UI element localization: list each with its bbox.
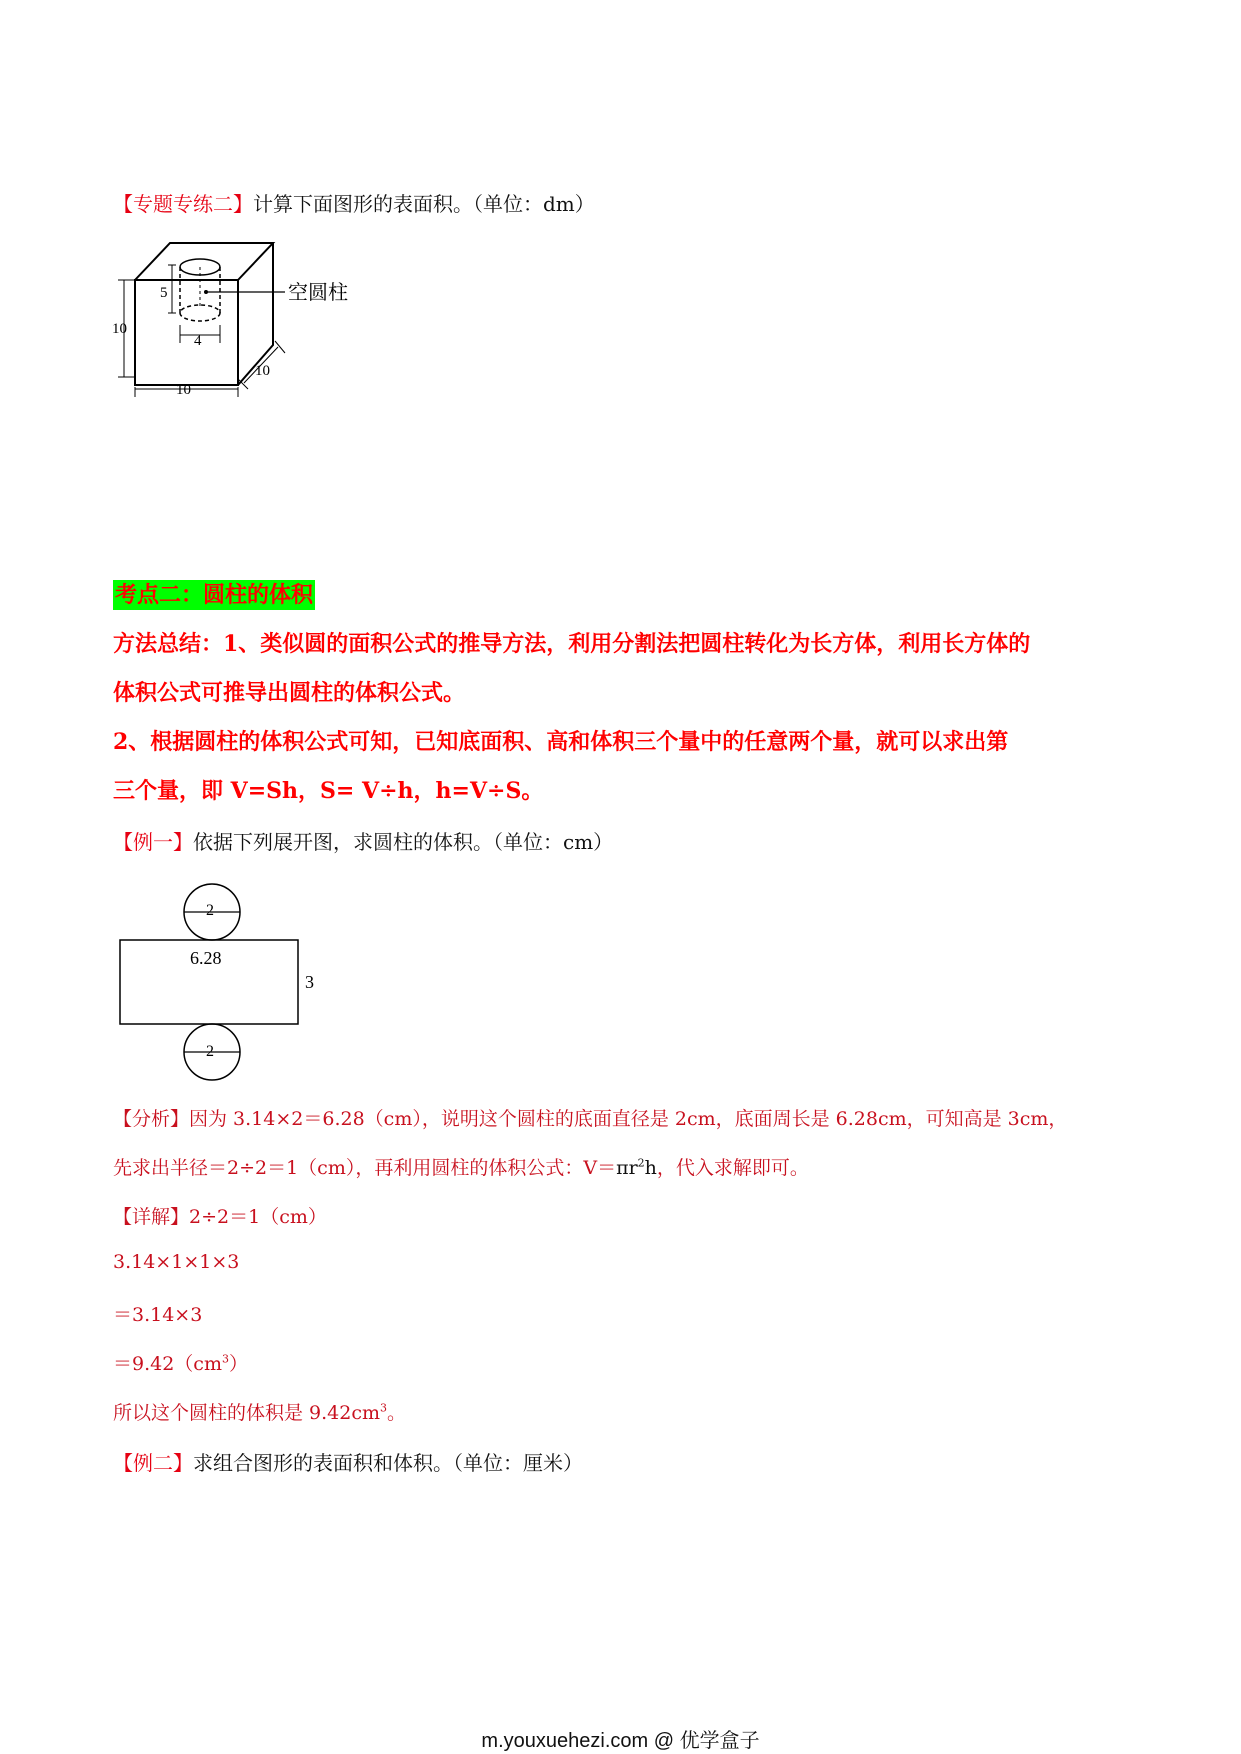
analysis-text-b-end: ，代入求解即可。 (656, 1157, 809, 1179)
section-title (113, 578, 315, 609)
practice-text: 计算下面图形的表面积。（单位：dm） (253, 192, 595, 216)
net-top-circle-label: 2 (206, 902, 214, 919)
cylinder-bottom-ellipse (180, 305, 220, 321)
example2-text: 求组合图形的表面积和体积。（单位：厘米） (193, 1451, 583, 1475)
example1-text: 依据下列展开图，求圆柱的体积。（单位：cm） (193, 830, 614, 854)
detail-step-4: $=9.42(cm^3)$ (113, 1352, 248, 1375)
analysis-line-b (113, 1153, 809, 1180)
method-line-2b: 三个量，即 V=Sh，S= V÷h，h=V÷S。 (113, 778, 544, 804)
dim-width-label: 10 (176, 382, 191, 398)
analysis-tag: 【分析】 (113, 1108, 190, 1130)
analysis-formula: $\pi r^2h$ (616, 1156, 657, 1179)
cube-cylinder-figure (110, 235, 390, 405)
example1-heading (113, 826, 613, 855)
net-rect-height-label: 3 (305, 972, 314, 992)
detail-step-3: ＝3.14×3 (113, 1304, 203, 1326)
analysis-text-a: 因为 3.14×2＝6.28（cm），说明这个圆柱的底面直径是 2cm，底面周长是 6.28cm，可知高是 3cm， (189, 1108, 1068, 1130)
conclusion: 所以这个圆柱的体积是 $9.42cm^3$。 (113, 1401, 407, 1424)
detail-step-1: 2÷2＝1（cm） (189, 1206, 327, 1228)
analysis-line-a (113, 1104, 1067, 1131)
practice-tag: 【专题专练二】 (113, 192, 253, 216)
analysis-text-b: 先求出半径＝2÷2＝1（cm），再利用圆柱的体积公式：V＝ (113, 1157, 617, 1179)
method-line-2a: 2、根据圆柱的体积公式可知，已知底面积、高和体积三个量中的任意两个量，就可以求出第 (113, 729, 1009, 755)
detail-step-2: 3.14×1×1×3 (113, 1251, 240, 1273)
net-bottom-circle-label: 2 (206, 1043, 214, 1060)
detail-tag: 【详解】 (113, 1206, 190, 1228)
example2-heading (113, 1447, 583, 1476)
method-line-1a: 方法总结：1、类似圆的面积公式的推导方法，利用分割法把圆柱转化为长方体，利用长方体的 (113, 631, 1031, 657)
net-rect-width-label: 6.28 (190, 948, 222, 968)
hollow-cylinder-label: 空圆柱 (288, 280, 348, 304)
dim-depth-label: 10 (255, 363, 270, 379)
method-line-1b: 体积公式可推导出圆柱的体积公式。 (113, 680, 466, 706)
cube-front-face (135, 280, 238, 385)
dim-4-label: 4 (194, 333, 202, 349)
cylinder-net-figure (115, 880, 335, 1085)
dim-5-label: 5 (160, 285, 168, 301)
dim-height-label: 10 (112, 321, 127, 337)
practice-heading (113, 188, 595, 217)
detail-line-1 (113, 1202, 327, 1229)
footer: m.youxuehezi.com @ 优学盒子 (481, 1730, 760, 1752)
section-title-text: 考点二：圆柱的体积 (115, 582, 314, 608)
example2-tag: 【例二】 (113, 1451, 193, 1475)
example1-tag: 【例一】 (113, 830, 193, 854)
